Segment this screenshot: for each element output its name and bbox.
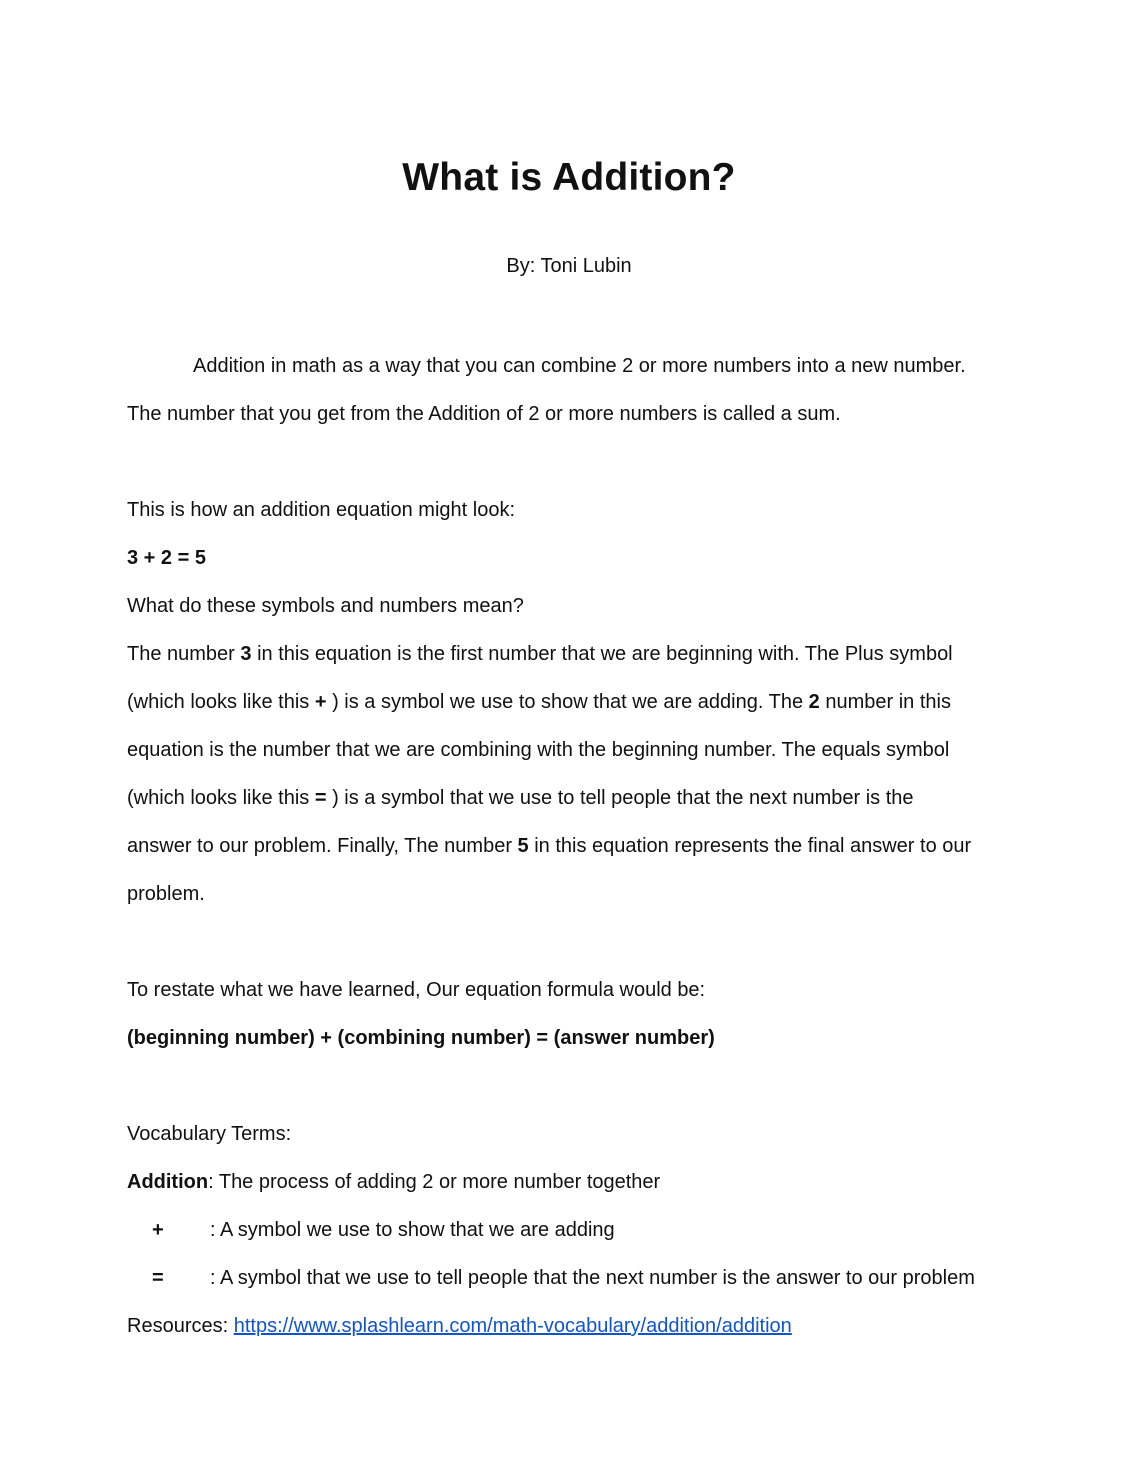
intro-line-2: [127, 390, 1011, 438]
explanation-line-1: [127, 630, 1011, 678]
text-run: The number: [127, 643, 241, 665]
explanation-line-3: [127, 726, 1011, 774]
document-body: [127, 342, 1011, 1350]
document-title: What is Addition?: [402, 156, 736, 199]
restate-line: [127, 966, 1011, 1014]
resource-link[interactable]: https://www.splashlearn.com/math-vocabulary/addition/addition: [233, 1315, 792, 1337]
text-run: Resources:: [127, 1315, 234, 1337]
bold-text: (beginning number) + (combining number) = (answer number): [127, 1027, 715, 1049]
text-run: in this equation is the first number that we are beginning with. The Plus symbol: [251, 643, 953, 665]
bold-text: 5: [517, 835, 529, 857]
blank-line: [127, 438, 1011, 486]
text-run: This is how an addition equation might look:: [127, 499, 516, 521]
text-run: (which looks like this: [127, 691, 315, 713]
text-run: answer to our problem. Finally, The number: [127, 835, 518, 857]
text-run: number in this: [819, 691, 951, 713]
bold-text: 3: [240, 643, 252, 665]
text-run: : A symbol that we use to tell people that the next number is the answer to our problem: [210, 1267, 975, 1289]
text-run: The number that you get from the Addition of 2 or more numbers is called a sum.: [127, 403, 841, 425]
vocabulary-heading: [127, 1110, 1011, 1158]
text-run: Vocabulary Terms:: [127, 1123, 292, 1145]
explanation-line-2: [127, 678, 1011, 726]
formula-line: [127, 1014, 1011, 1062]
intro-line-1: [127, 342, 1011, 390]
explanation-line-4: [127, 774, 1011, 822]
text-run: : The process of adding 2 or more number together: [208, 1171, 661, 1193]
bold-text: +: [314, 691, 327, 713]
bold-text: 3 + 2 = 5: [127, 547, 206, 569]
document-byline: By: Toni Lubin: [506, 255, 632, 277]
plus-symbol: +: [152, 1219, 164, 1241]
bold-text: 2: [808, 691, 820, 713]
equals-symbol: =: [152, 1267, 164, 1289]
text-run: : A symbol we use to show that we are adding: [210, 1219, 615, 1241]
bold-text: Addition: [127, 1171, 209, 1193]
vocab-plus: [127, 1206, 1011, 1254]
blank-line: [127, 918, 1011, 966]
bold-text: =: [314, 787, 327, 809]
blank-line: [127, 1062, 1011, 1110]
explanation-line-6: [127, 870, 1011, 918]
text-run: (which looks like this: [127, 787, 315, 809]
vocab-addition: [127, 1158, 1011, 1206]
text-run: To restate what we have learned, Our equation formula would be:: [127, 979, 706, 1001]
text-run: What do these symbols and numbers mean?: [127, 595, 524, 617]
text-run: in this equation represents the final answer to our: [528, 835, 972, 857]
equation-intro: [127, 486, 1011, 534]
symbols-question: [127, 582, 1011, 630]
text-run: Addition in math as a way that you can combine 2 or more numbers into a new number.: [193, 355, 966, 377]
text-run: problem.: [127, 883, 205, 905]
resources-line: [127, 1302, 1011, 1350]
explanation-line-5: [127, 822, 1011, 870]
text-run: ) is a symbol we use to show that we are adding. The: [326, 691, 809, 713]
text-run: equation is the number that we are combining with the beginning number. The equals symbol: [127, 739, 950, 761]
equation-example: [127, 534, 1011, 582]
text-run: ) is a symbol that we use to tell people that the next number is the: [326, 787, 914, 809]
vocab-equals: [127, 1254, 1011, 1302]
